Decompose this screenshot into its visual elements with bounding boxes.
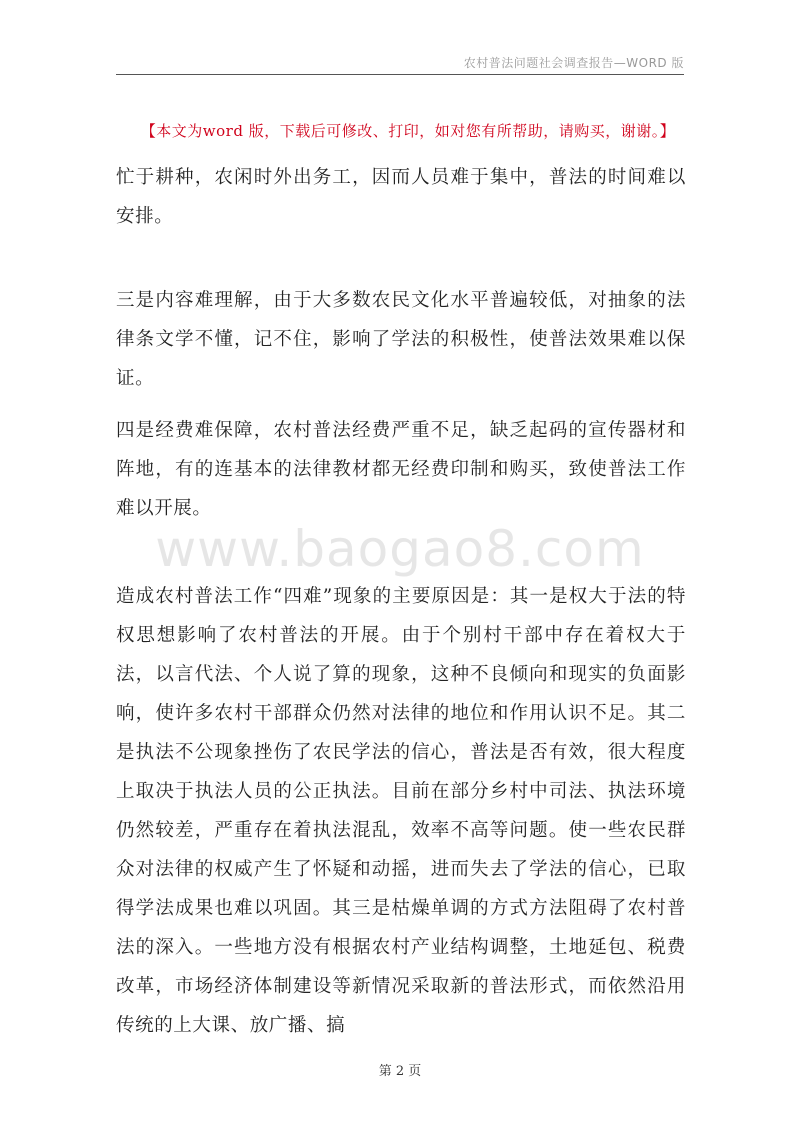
download-notice: 【本文为word 版，下载后可修改、打印，如对您有所帮助，请购买，谢谢。】 — [140, 122, 676, 140]
watermark: www.baogao8.com — [155, 520, 645, 578]
paragraph-main-causes: 造成农村普法工作“四难”现象的主要原因是：其一是权大于法的特权思想影响了农村普法的开展。由于个别村干部中存在着权大于法，以言代法、个人说了算的现象，这种不良倾向和现实的负面影响，使许多农村干部群众仍然对法律的地位和作用认识不足。其二是执法不公现象挫伤了农民学法的信心，普法是否有效，很大程度上取决于执法人员的公正执法。目前在部分乡村中司法、执法环境仍然较差，严重存在着执法混乱，效率不高等问题。使一些农民群众对法律的权威产生了怀疑和动摇，进而失去了学法的信心，已取得学法成果也难以巩固。其三是枯燥单调的方式方法阻碍了农村普法的深入。一些地方没有根据农村产业结构调整，土地延包、税费改革，市场经济体制建设等新情况采取新的普法形式，而依然沿用传统的上大课、放广播、搞 — [116, 586, 686, 1036]
header-title: 农村普法问题社会调查报告—WORD 版 — [463, 56, 684, 70]
paragraph-funding-shortage: 四是经费难保障，农村普法经费严重不足，缺乏起码的宣传器材和阵地，有的连基本的法律教材都无经费印制和购买，致使普法工作难以开展。 — [116, 420, 686, 519]
paragraph-farming-schedule: 忙于耕种，农闲时外出务工，因而人员难于集中，普法的时间难以安排。 — [116, 167, 686, 227]
page-number: 第 2 页 — [378, 1064, 422, 1079]
paragraph-content-difficulty: 三是内容难理解，由于大多数农民文化水平普遍较低，对抽象的法律条文学不懂，记不住，影响了学法的积极性，使普法效果难以保证。 — [116, 290, 686, 389]
page-header — [116, 54, 684, 75]
